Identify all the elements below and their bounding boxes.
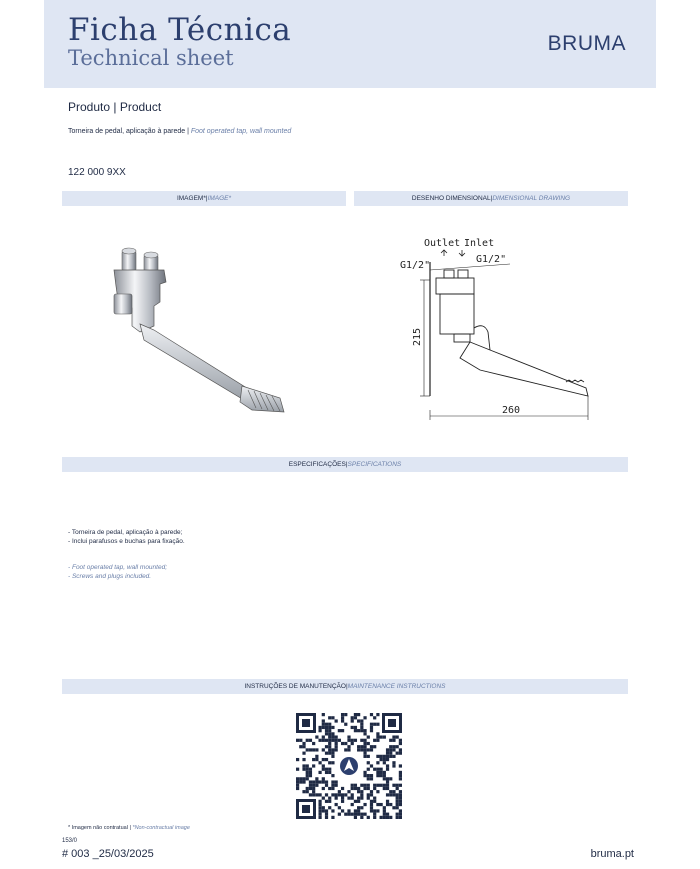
section-image-en: IMAGE*: [207, 195, 232, 202]
section-sep: |: [345, 461, 348, 468]
section-drawing-en: DIMENSIONAL DRAWING: [492, 195, 571, 202]
brand-logo: BRUMA: [547, 32, 626, 55]
desc-en: Foot operated tap, wall mounted: [190, 128, 292, 135]
section-specifications: [62, 457, 628, 472]
maintenance-qr-code[interactable]: [296, 713, 402, 819]
note-pt: * Imagem não contratual: [68, 825, 128, 831]
note-en: *Non-contractual image: [132, 825, 190, 831]
section-image: [62, 191, 346, 206]
spec-item: - Inclui parafusos e buchas para fixação.: [68, 538, 185, 545]
section-maint-en: MAINTENANCE INSTRUCTIONS: [347, 683, 446, 690]
dimensional-drawing: [390, 230, 610, 430]
section-drawing-pt: DESENHO DIMENSIONAL: [411, 195, 491, 202]
label-thread-right: G1/2": [476, 254, 507, 265]
spec-item: - Screws and plugs included.: [68, 573, 152, 580]
section-sep: |: [205, 195, 208, 202]
document-code: 153/0: [62, 838, 78, 844]
section-maintenance: [62, 679, 628, 694]
desc-pt: Torneira de pedal, aplicação à parede: [68, 128, 186, 135]
note-sep: |: [127, 825, 133, 831]
section-sep: |: [490, 195, 493, 202]
website-link[interactable]: bruma.pt: [590, 848, 634, 860]
section-sep: |: [345, 683, 348, 690]
header-banner: [44, 0, 656, 88]
section-drawing: [354, 191, 628, 206]
product-image: [100, 240, 300, 420]
label-thread-left: G1/2": [400, 260, 431, 271]
spec-item: - Foot operated tap, wall mounted;: [68, 564, 168, 571]
spec-item: - Torneira de pedal, aplicação à parede;: [68, 529, 183, 536]
dim-length: 260: [502, 405, 521, 416]
title-pt: Ficha Técnica: [68, 12, 292, 48]
section-image-pt: IMAGEM*: [176, 195, 206, 202]
document-date: # 003 _25/03/2025: [62, 848, 154, 860]
specs-list-pt: [68, 528, 185, 546]
section-specs-en: SPECIFICATIONS: [347, 461, 402, 468]
section-maint-pt: INSTRUÇÕES DE MANUTENÇÃO: [244, 683, 346, 690]
product-heading: Produto | Product: [68, 100, 162, 114]
product-code: 122 000 9XX: [68, 167, 126, 178]
image-disclaimer: [68, 825, 190, 831]
section-specs-pt: ESPECIFICAÇÕES: [288, 461, 346, 468]
title-en: Technical sheet: [68, 46, 234, 70]
label-inlet: Inlet: [464, 238, 495, 249]
product-description: [68, 128, 291, 135]
dim-height: 215: [412, 327, 423, 346]
label-outlet: Outlet: [424, 238, 461, 249]
specs-list-en: [68, 563, 167, 581]
desc-sep: |: [185, 128, 191, 135]
